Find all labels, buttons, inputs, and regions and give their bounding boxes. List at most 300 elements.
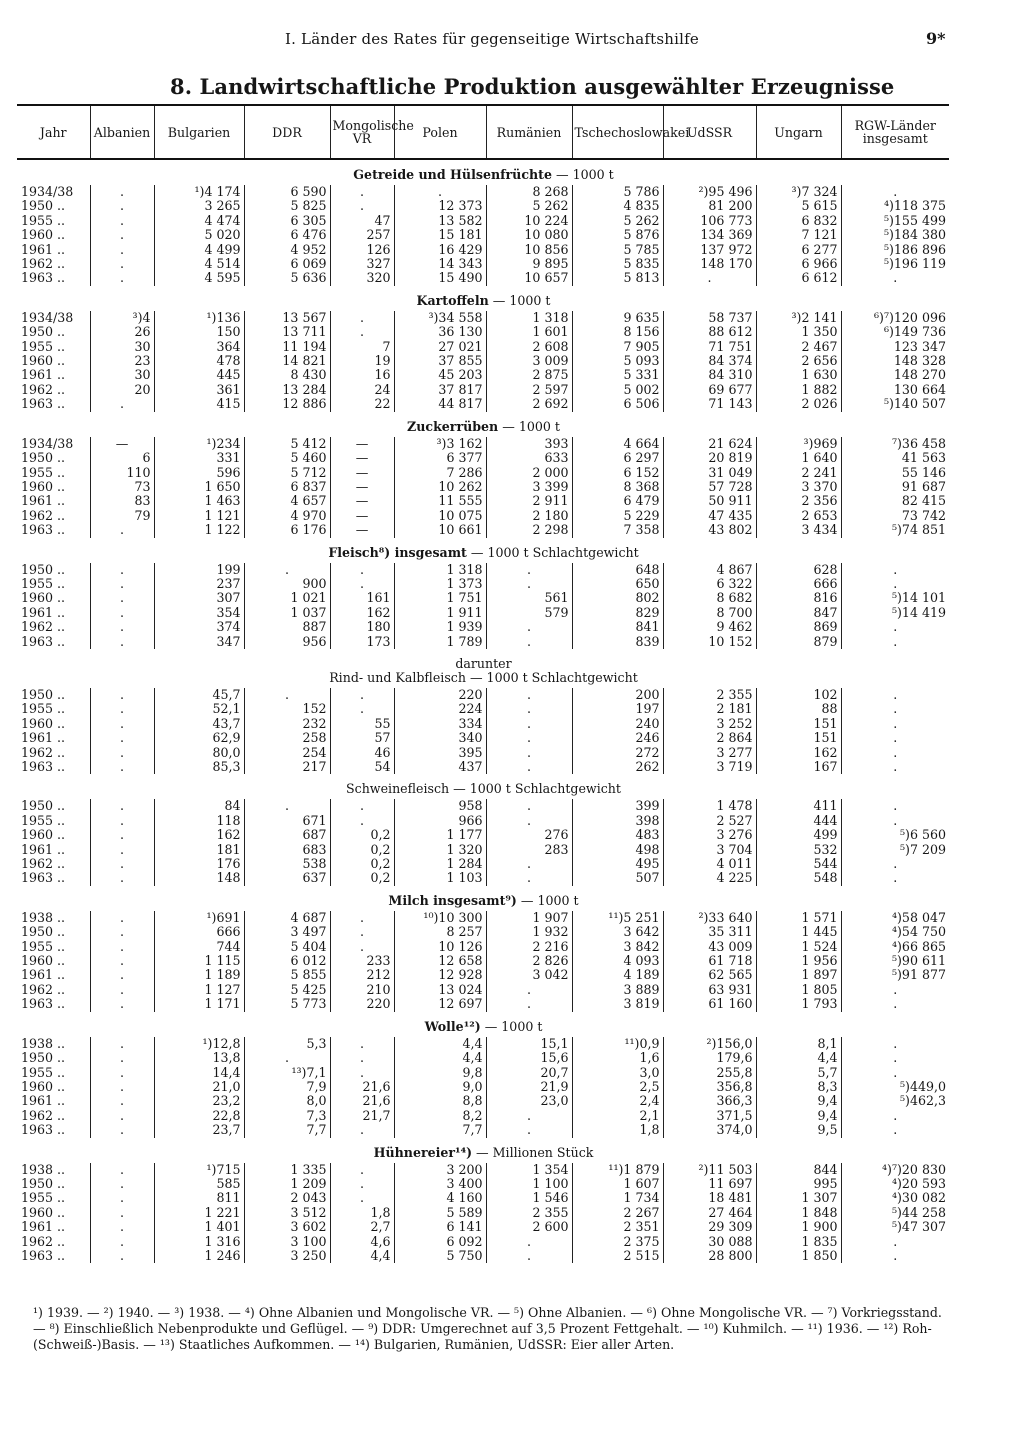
value-cell: .: [90, 925, 154, 939]
value-cell: 272: [572, 746, 663, 760]
value-cell: 14 821: [244, 354, 330, 368]
value-cell: 6 832: [756, 214, 841, 228]
value-cell: 585: [154, 1177, 244, 1191]
value-cell: ⁴)58 047: [841, 911, 949, 925]
value-cell: 3 252: [663, 717, 756, 731]
value-cell: 2,1: [572, 1109, 663, 1123]
value-cell: 21 624: [663, 437, 756, 451]
value-cell: 5 750: [394, 1249, 486, 1263]
value-cell: 956: [244, 635, 330, 649]
value-cell: .: [841, 1235, 949, 1249]
value-cell: ⁷)36 458: [841, 437, 949, 451]
value-cell: .: [90, 1080, 154, 1094]
value-cell: 52,1: [154, 702, 244, 716]
table-row: [17, 702, 949, 716]
value-cell: .: [486, 997, 572, 1011]
value-cell: .: [90, 911, 154, 925]
value-cell: .: [90, 1249, 154, 1263]
section-header: [17, 774, 949, 799]
value-cell: 4 474: [154, 214, 244, 228]
year-cell: 1955 ..: [21, 464, 66, 480]
value-cell: 1 900: [756, 1220, 841, 1234]
value-cell: 2 026: [756, 397, 841, 411]
value-cell: 148 170: [663, 257, 756, 271]
year-cell: 1963 ..: [21, 870, 66, 886]
value-cell: 12 697: [394, 997, 486, 1011]
col-header: UdSSR: [663, 105, 756, 159]
value-cell: 5 712: [244, 466, 330, 480]
value-cell: 331: [154, 451, 244, 465]
value-cell: 46: [330, 746, 394, 760]
value-cell: 106 773: [663, 214, 756, 228]
table-row: [17, 185, 949, 199]
value-cell: 8,1: [756, 1037, 841, 1051]
value-cell: 1 734: [572, 1191, 663, 1205]
value-cell: 61 718: [663, 954, 756, 968]
value-cell: 1 115: [154, 954, 244, 968]
year-cell: 1963 ..: [21, 1247, 66, 1263]
value-cell: .: [841, 1123, 949, 1137]
value-cell: 498: [572, 843, 663, 857]
value-cell: 354: [154, 606, 244, 620]
table-row: [17, 1163, 949, 1177]
value-cell: 374,0: [663, 1123, 756, 1137]
year-cell: 1955 ..: [21, 212, 66, 228]
value-cell: 2 826: [486, 954, 572, 968]
table-row: [17, 199, 949, 213]
value-cell: .: [486, 857, 572, 871]
value-cell: 5 020: [154, 228, 244, 242]
value-cell: .: [841, 688, 949, 702]
value-cell: .: [90, 620, 154, 634]
value-cell: 20,7: [486, 1066, 572, 1080]
value-cell: 637: [244, 871, 330, 885]
value-cell: 6 069: [244, 257, 330, 271]
value-cell: 1 320: [394, 843, 486, 857]
table-row: [17, 1109, 949, 1123]
value-cell: 6 305: [244, 214, 330, 228]
table-row: [17, 983, 949, 997]
value-cell: 8 156: [572, 325, 663, 339]
section-label: Getreide und Hülsenfrüchte: [353, 167, 552, 182]
value-cell: .: [330, 199, 394, 213]
production-table: [17, 104, 949, 1263]
year-cell: 1950 ..: [21, 324, 66, 340]
value-cell: 2 875: [486, 368, 572, 382]
year-cell: 1934/38: [21, 184, 74, 199]
table-row: [17, 451, 949, 465]
value-cell: 7 286: [394, 466, 486, 480]
value-cell: 15,1: [486, 1037, 572, 1051]
value-cell: .: [841, 635, 949, 649]
section-header: [17, 286, 949, 311]
value-cell: 21,0: [154, 1080, 244, 1094]
value-cell: 1 445: [756, 925, 841, 939]
value-cell: 2 181: [663, 702, 756, 716]
value-cell: .: [90, 968, 154, 982]
value-cell: 151: [756, 731, 841, 745]
value-cell: 84 310: [663, 368, 756, 382]
value-cell: 2 375: [572, 1235, 663, 1249]
table-row: [17, 1177, 949, 1191]
value-cell: 16 429: [394, 243, 486, 257]
col-header: Tschechoslowakei: [572, 105, 663, 159]
value-cell: 10 224: [486, 214, 572, 228]
value-cell: 1 335: [244, 1163, 330, 1177]
value-cell: ⁵)14 101: [841, 591, 949, 605]
value-cell: .: [90, 1066, 154, 1080]
col-header: Albanien: [90, 105, 154, 159]
value-cell: 21,7: [330, 1109, 394, 1123]
section-unit: — 1000 t: [551, 167, 614, 182]
value-cell: ¹)12,8: [154, 1037, 244, 1051]
value-cell: 30: [90, 340, 154, 354]
value-cell: ²)11 503: [663, 1163, 756, 1177]
value-cell: 2 355: [486, 1206, 572, 1220]
value-cell: 841: [572, 620, 663, 634]
value-cell: 45 203: [394, 368, 486, 382]
value-cell: 224: [394, 702, 486, 716]
value-cell: ⁵)47 307: [841, 1220, 949, 1234]
value-cell: 327: [330, 257, 394, 271]
table-row: [17, 1080, 949, 1094]
section-header: [17, 1138, 949, 1163]
value-cell: 628: [756, 563, 841, 577]
table-row: [17, 799, 949, 813]
value-cell: 83: [90, 494, 154, 508]
value-cell: .: [90, 857, 154, 871]
value-cell: 869: [756, 620, 841, 634]
value-cell: .: [330, 799, 394, 813]
value-cell: 0,2: [330, 857, 394, 871]
value-cell: 30 088: [663, 1235, 756, 1249]
value-cell: 181: [154, 843, 244, 857]
value-cell: .: [330, 1066, 394, 1080]
value-cell: ⁵)7 209: [841, 843, 949, 857]
value-cell: 246: [572, 731, 663, 745]
value-cell: .: [486, 635, 572, 649]
value-cell: 82 415: [841, 494, 949, 508]
value-cell: .: [90, 954, 154, 968]
value-cell: 257: [330, 228, 394, 242]
value-cell: 1 373: [394, 577, 486, 591]
value-cell: 1 401: [154, 1220, 244, 1234]
value-cell: 7,7: [244, 1123, 330, 1137]
section-prelabel: darunter: [455, 655, 512, 671]
value-cell: .: [841, 1037, 949, 1051]
value-cell: 1 318: [394, 563, 486, 577]
year-cell: 1962 ..: [21, 981, 66, 997]
year-cell: 1962 ..: [21, 744, 66, 760]
value-cell: 9,0: [394, 1080, 486, 1094]
year-cell: 1950 ..: [21, 561, 66, 577]
value-cell: .: [330, 1123, 394, 1137]
year-cell: 1960 ..: [21, 715, 66, 731]
value-cell: 847: [756, 606, 841, 620]
value-cell: ⁵)449,0: [841, 1080, 949, 1094]
value-cell: 35 311: [663, 925, 756, 939]
year-cell: 1938 ..: [21, 909, 66, 925]
value-cell: 71 143: [663, 397, 756, 411]
year-cell: 1955 ..: [21, 938, 66, 954]
running-head: I. Länder des Rates für gegenseitige Wirtschaftshilfe: [285, 30, 699, 48]
value-cell: ⁴)118 375: [841, 199, 949, 213]
value-cell: 1 640: [756, 451, 841, 465]
value-cell: 1 103: [394, 871, 486, 885]
value-cell: 6 141: [394, 1220, 486, 1234]
table-row: [17, 760, 949, 774]
value-cell: 478: [154, 354, 244, 368]
value-cell: 1 882: [756, 383, 841, 397]
value-cell: 3 009: [486, 354, 572, 368]
value-cell: 2 692: [486, 397, 572, 411]
value-cell: 8,0: [244, 1094, 330, 1108]
value-cell: 5 615: [756, 199, 841, 213]
value-cell: 1 956: [756, 954, 841, 968]
year-cell: 1960 ..: [21, 1078, 66, 1094]
value-cell: 0,2: [330, 871, 394, 885]
col-header: Ungarn: [756, 105, 841, 159]
value-cell: 9 635: [572, 311, 663, 325]
value-cell: 220: [394, 688, 486, 702]
table-row: [17, 871, 949, 885]
value-cell: 5 412: [244, 437, 330, 451]
value-cell: 374: [154, 620, 244, 634]
value-cell: 5 786: [572, 185, 663, 199]
value-cell: ¹¹)5 251: [572, 911, 663, 925]
value-cell: 3 400: [394, 1177, 486, 1191]
value-cell: .: [841, 717, 949, 731]
table-row: [17, 1235, 949, 1249]
value-cell: 1 209: [244, 1177, 330, 1191]
value-cell: .: [90, 799, 154, 813]
value-cell: 1 907: [486, 911, 572, 925]
value-cell: 3,0: [572, 1066, 663, 1080]
value-cell: 262: [572, 760, 663, 774]
section-header: [17, 1012, 949, 1037]
value-cell: 18 481: [663, 1191, 756, 1205]
value-cell: ⁶)⁷)120 096: [841, 311, 949, 325]
value-cell: 2 356: [756, 494, 841, 508]
value-cell: 2 180: [486, 509, 572, 523]
section-header-row: [17, 1012, 949, 1037]
section-header-row: [17, 774, 949, 799]
col-header: DDR: [244, 105, 330, 159]
value-cell: .: [90, 1094, 154, 1108]
value-cell: .: [330, 577, 394, 591]
year-cell: 1961 ..: [21, 604, 66, 620]
table-row: [17, 325, 949, 339]
value-cell: 102: [756, 688, 841, 702]
value-cell: 5 404: [244, 940, 330, 954]
value-cell: 31 049: [663, 466, 756, 480]
value-cell: 19: [330, 354, 394, 368]
value-cell: 14 343: [394, 257, 486, 271]
value-cell: 1 246: [154, 1249, 244, 1263]
value-cell: ¹⁰)10 300: [394, 911, 486, 925]
value-cell: ¹)715: [154, 1163, 244, 1177]
value-cell: 37 855: [394, 354, 486, 368]
value-cell: 13,8: [154, 1051, 244, 1065]
value-cell: 23,2: [154, 1094, 244, 1108]
table-row: [17, 354, 949, 368]
value-cell: 633: [486, 451, 572, 465]
year-cell: 1961 ..: [21, 1219, 66, 1235]
year-cell: 1960 ..: [21, 590, 66, 606]
year-cell: 1961 ..: [21, 241, 66, 257]
value-cell: ⁵)462,3: [841, 1094, 949, 1108]
value-cell: 167: [756, 760, 841, 774]
value-cell: ³)3 162: [394, 437, 486, 451]
year-cell: 1938 ..: [21, 1035, 66, 1051]
value-cell: 9 895: [486, 257, 572, 271]
value-cell: 88 612: [663, 325, 756, 339]
value-cell: 2,5: [572, 1080, 663, 1094]
value-cell: 1 037: [244, 606, 330, 620]
value-cell: 232: [244, 717, 330, 731]
value-cell: 4 657: [244, 494, 330, 508]
value-cell: 4 835: [572, 199, 663, 213]
value-cell: 1 546: [486, 1191, 572, 1205]
value-cell: 802: [572, 591, 663, 605]
value-cell: 3 276: [663, 828, 756, 842]
value-cell: 29 309: [663, 1220, 756, 1234]
value-cell: 4 952: [244, 243, 330, 257]
value-cell: 648: [572, 563, 663, 577]
table-row: [17, 591, 949, 605]
value-cell: 2,7: [330, 1220, 394, 1234]
value-cell: 57 728: [663, 480, 756, 494]
value-cell: 69 677: [663, 383, 756, 397]
value-cell: 8,2: [394, 1109, 486, 1123]
value-cell: 411: [756, 799, 841, 813]
value-cell: 7 358: [572, 523, 663, 537]
value-cell: 27 464: [663, 1206, 756, 1220]
table-row: [17, 954, 949, 968]
year-cell: 1961 ..: [21, 493, 66, 509]
value-cell: 5 262: [486, 199, 572, 213]
value-cell: 5 876: [572, 228, 663, 242]
year-cell: 1934/38: [21, 309, 74, 325]
year-cell: 1955 ..: [21, 812, 66, 828]
value-cell: ⁴)66 865: [841, 940, 949, 954]
value-cell: 13 284: [244, 383, 330, 397]
value-cell: 364: [154, 340, 244, 354]
value-cell: 237: [154, 577, 244, 591]
table-row: [17, 368, 949, 382]
year-cell: 1963 ..: [21, 396, 66, 412]
value-cell: 6 837: [244, 480, 330, 494]
value-cell: 1 524: [756, 940, 841, 954]
value-cell: .: [841, 983, 949, 997]
value-cell: .: [330, 325, 394, 339]
section-header-row: [17, 538, 949, 563]
value-cell: 483: [572, 828, 663, 842]
year-cell: 1950 ..: [21, 1050, 66, 1066]
year-cell: 1955 ..: [21, 338, 66, 354]
value-cell: .: [330, 1191, 394, 1205]
section-header: [17, 538, 949, 563]
value-cell: 687: [244, 828, 330, 842]
value-cell: .: [486, 1249, 572, 1263]
table-row: [17, 437, 949, 451]
section-label: Hühnereier¹⁴): [373, 1144, 473, 1160]
value-cell: 22: [330, 397, 394, 411]
value-cell: 10 661: [394, 523, 486, 537]
header-row: [17, 105, 949, 159]
value-cell: .: [486, 620, 572, 634]
value-cell: 44 817: [394, 397, 486, 411]
value-cell: 2 467: [756, 340, 841, 354]
value-cell: .: [90, 397, 154, 411]
value-cell: .: [486, 760, 572, 774]
value-cell: .: [90, 997, 154, 1011]
section-label: Kartoffeln: [416, 292, 489, 308]
value-cell: 958: [394, 799, 486, 813]
value-cell: .: [90, 591, 154, 605]
value-cell: 2 600: [486, 1220, 572, 1234]
value-cell: 173: [330, 635, 394, 649]
value-cell: 24: [330, 383, 394, 397]
value-cell: 2 267: [572, 1206, 663, 1220]
value-cell: 255,8: [663, 1066, 756, 1080]
value-cell: 1 318: [486, 311, 572, 325]
value-cell: .: [90, 1220, 154, 1234]
section-label: Milch insgesamt⁹): [388, 892, 517, 908]
table-row: [17, 494, 949, 508]
value-cell: 4 499: [154, 243, 244, 257]
value-cell: 1 848: [756, 1206, 841, 1220]
year-cell: 1963 ..: [21, 633, 66, 649]
value-cell: ⁴)54 750: [841, 925, 949, 939]
value-cell: ⁵)6 560: [841, 828, 949, 842]
value-cell: .: [90, 1037, 154, 1051]
value-cell: 532: [756, 843, 841, 857]
value-cell: .: [244, 563, 330, 577]
value-cell: —: [330, 451, 394, 465]
value-cell: 45,7: [154, 688, 244, 702]
value-cell: 371,5: [663, 1109, 756, 1123]
value-cell: .: [841, 1051, 949, 1065]
value-cell: 134 369: [663, 228, 756, 242]
year-cell: 1962 ..: [21, 381, 66, 397]
value-cell: ¹)4 174: [154, 185, 244, 199]
value-cell: 54: [330, 760, 394, 774]
value-cell: 12 886: [244, 397, 330, 411]
value-cell: 334: [394, 717, 486, 731]
value-cell: 8 268: [486, 185, 572, 199]
year-cell: 1962 ..: [21, 1107, 66, 1123]
value-cell: 1 307: [756, 1191, 841, 1205]
value-cell: .: [841, 799, 949, 813]
value-cell: 43 009: [663, 940, 756, 954]
value-cell: .: [841, 731, 949, 745]
value-cell: 2 608: [486, 340, 572, 354]
value-cell: 6 322: [663, 577, 756, 591]
value-cell: 1 121: [154, 509, 244, 523]
value-cell: 3 642: [572, 925, 663, 939]
value-cell: .: [90, 523, 154, 537]
value-cell: 6 612: [756, 271, 841, 285]
value-cell: 3 265: [154, 199, 244, 213]
year-cell: 1962 ..: [21, 619, 66, 635]
value-cell: 398: [572, 814, 663, 828]
value-cell: 55: [330, 717, 394, 731]
value-cell: .: [841, 997, 949, 1011]
value-cell: 361: [154, 383, 244, 397]
value-cell: 162: [330, 606, 394, 620]
table-row: [17, 1051, 949, 1065]
